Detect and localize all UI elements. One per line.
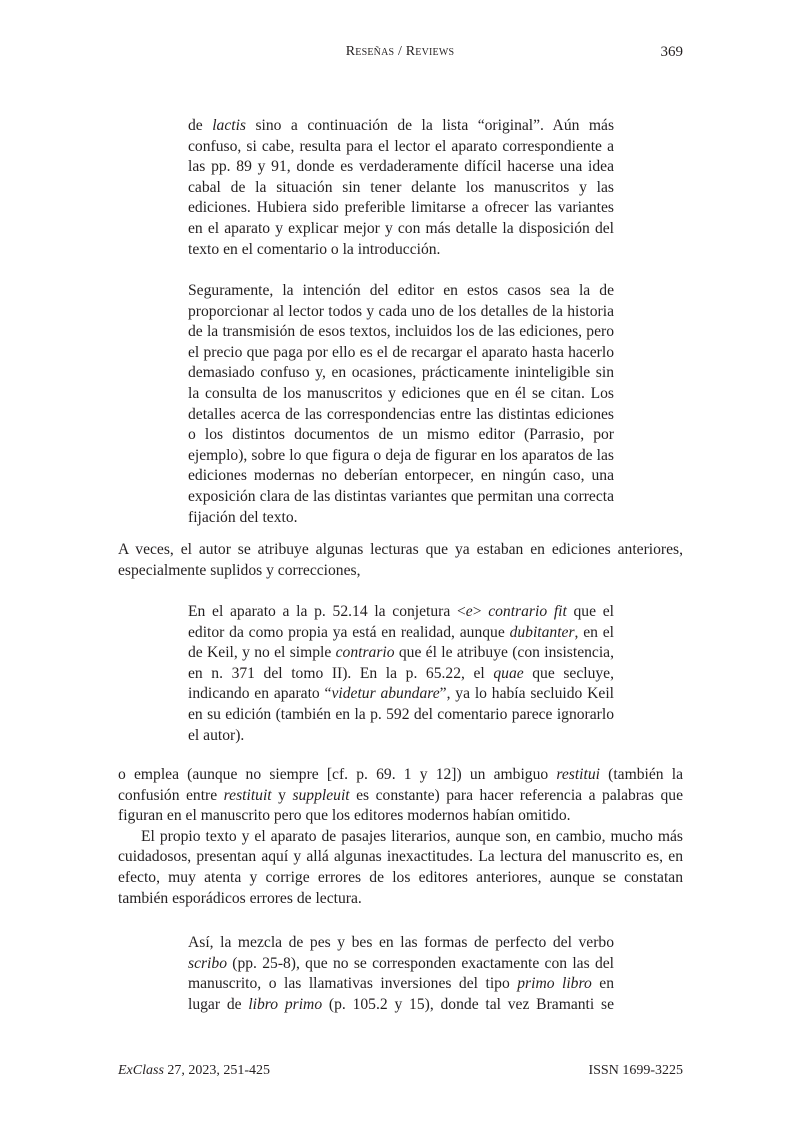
text-run: de bbox=[188, 117, 213, 134]
running-title: Reseñas / Reviews bbox=[345, 44, 455, 59]
italic-term: dubitanter bbox=[509, 623, 575, 641]
text-run: Así, la mezcla de pes y bes en las formas de perfecto del verbo bbox=[188, 934, 614, 951]
text-run: (también la confusión entre bbox=[118, 766, 683, 804]
text-run: sino a continuación de la lista “original”. Aún más confuso, si cabe, resulta para el lector el aparato correspondiente a las pp. 89 y 91, donde es verdaderamente difícil hacerse una idea cabal de la situación sin tener delante los manuscritos y las ediciones. Hubiera sido preferible limitarse a ofrecer las variantes en el aparato y explicar mejor y con más detalle la disposición del texto en el comentario o la introducción. bbox=[188, 117, 615, 258]
text-run: (p. 105.2 y 15), donde tal vez Bramanti se bbox=[322, 995, 614, 1013]
text-run: o emplea (aunque no siempre [cf. p. 69. 1 y 12]) un ambiguo bbox=[118, 766, 557, 783]
text-run: que secluye, indicando en aparato “ bbox=[188, 664, 614, 703]
paragraph bbox=[118, 765, 683, 827]
text-run: (pp. 25-8), que no se corresponden exactamente con las del manuscrito, o las llamativas inversiones del tipo bbox=[188, 954, 614, 993]
paragraph bbox=[188, 933, 614, 1015]
text-run: En el aparato a la p. 52.14 la conjetura < bbox=[188, 603, 466, 620]
page-footer bbox=[118, 1063, 683, 1083]
paragraph bbox=[118, 540, 683, 581]
block-quote bbox=[188, 602, 614, 746]
issn: ISSN 1699-3225 bbox=[588, 1063, 683, 1078]
text-run: A veces, el autor se atribuye algunas lecturas que ya estaban en ediciones anteriores, especialmente suplidos y correcciones, bbox=[118, 541, 683, 579]
text-run: es constante) para hacer referencia a palabras que figuran en el manuscrito pero que los editores modernos habían omitido. bbox=[118, 786, 684, 825]
running-head bbox=[0, 44, 800, 68]
volume-year-pages: 27, 2023, 251-425 bbox=[163, 1063, 271, 1078]
italic-term: lactis bbox=[212, 117, 246, 134]
text-run: en lugar de bbox=[188, 975, 614, 1013]
journal-citation bbox=[118, 1063, 270, 1079]
italic-term: contrario fit bbox=[488, 603, 567, 620]
body-paragraph-group bbox=[118, 765, 683, 909]
italic-term: scribo bbox=[188, 954, 227, 972]
block-quote bbox=[188, 933, 614, 1015]
italic-term: libro primo bbox=[248, 995, 323, 1013]
text-run: que el editor da como propia ya está en realidad, aunque bbox=[188, 603, 614, 641]
block-quote bbox=[188, 281, 614, 528]
paragraph bbox=[118, 827, 683, 909]
block-quote bbox=[188, 116, 614, 260]
italic-term: primo libro bbox=[517, 975, 592, 993]
italic-term: videtur abundare bbox=[331, 685, 440, 703]
text-run: , en el de Keil, y no el simple bbox=[188, 623, 615, 662]
text-run: El propio texto y el aparato de pasajes literarios, aunque son, en cambio, mucho más cuidadosos, presentan aquí y allá algunas inexactitudes. La lectura del manuscrito es, en efecto, muy atenta y corrige errores de los editores anteriores, aunque se constatan también esporádicos errores de lectura. bbox=[118, 827, 683, 907]
text-run: que él le atribuye (con insistencia, en n. 371 del tomo II). En la p. 65.22, el bbox=[188, 644, 614, 682]
text-run: ”, ya lo había secluido Keil en su edición (también en la p. 592 del comentario parece ignorarlo el autor). bbox=[188, 685, 614, 744]
page-number: 369 bbox=[660, 44, 683, 60]
italic-term: restitui bbox=[556, 766, 600, 783]
italic-term: quae bbox=[493, 664, 524, 682]
text-run: y bbox=[271, 786, 293, 804]
italic-term: restituit bbox=[223, 786, 272, 804]
text-run: Seguramente, la intención del editor en estos casos sea la de proporcionar al lector todos y cada uno de los detalles de la historia de la transmisión de esos textos, incluidos los de las ediciones, pero el precio que paga por ello es el de recargar el aparato hasta hacerlo demasiado confuso y, en ocasiones, prácticamente ininteligible sin la consulta de los manuscritos y ediciones que en él se citan. Los detalles acerca de las correspondencias entre las distintas ediciones o los distintos documentos de un mismo editor (Parrasio, por ejemplo), sobre lo que figura o deja de figurar en los aparatos de las ediciones modernas no deberían entorpecer, en ningún caso, una exposición clara de las distintas variantes que permitan una correcta fijación del texto. bbox=[188, 282, 614, 526]
paragraph bbox=[188, 281, 614, 528]
body-paragraph-group bbox=[118, 540, 683, 581]
italic-term: e bbox=[465, 603, 473, 620]
text-run: > bbox=[472, 603, 489, 620]
journal-title: ExClass bbox=[118, 1063, 164, 1078]
italic-term: suppleuit bbox=[292, 786, 350, 804]
paragraph bbox=[188, 602, 614, 746]
paragraph bbox=[188, 116, 614, 260]
italic-term: contrario bbox=[335, 644, 395, 662]
